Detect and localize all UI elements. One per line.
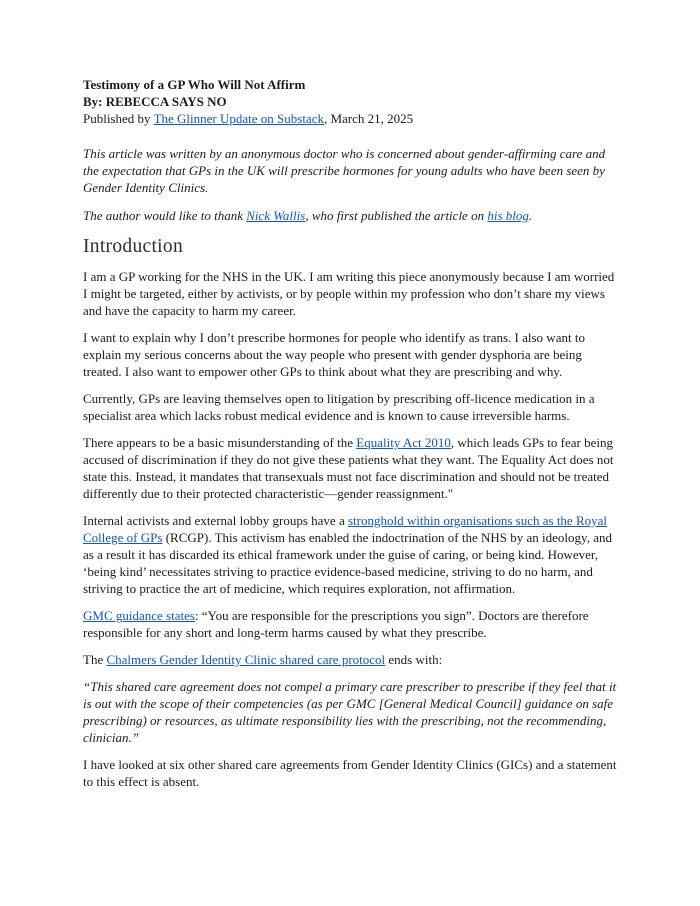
the-glinner-update-on-substack-link[interactable]: The Glinner Update on Substack (153, 111, 324, 126)
section-heading-introduction: Introduction (83, 236, 183, 257)
text-run: Published by (83, 111, 154, 126)
stronghold-within-organisations-such-as-the-roya-link[interactable]: stronghold within organisations such as the Royal College of GPs (83, 513, 608, 545)
text-run: This article was written by an anonymous doctor who is concerned about gender-affirming care and the expectation that GPs in the UK will prescribe hormones for young adults who have been seen by Gender Identity Clinics. (83, 146, 606, 195)
paragraph (83, 329, 620, 380)
editor-note (83, 145, 620, 224)
chalmers-gender-identity-clinic-shared-care-prot-link[interactable]: Chalmers Gender Identity Clinic shared care protocol (106, 652, 386, 667)
paragraph (83, 756, 620, 790)
text-run: The author would like to thank (83, 208, 247, 223)
text-run: ends with: (385, 652, 443, 667)
text-run: : “You are responsible for the prescriptions you sign”. Doctors are therefore responsible for any short and long-term harms caused by what they prescribe. (83, 608, 589, 640)
text-run: Internal activists and external lobby groups have a (83, 513, 348, 528)
paragraph (83, 434, 620, 502)
paragraph (83, 268, 620, 319)
text-run: The (83, 652, 107, 667)
article-byline: By: REBECCA SAYS NO (83, 94, 227, 109)
paragraph (83, 607, 620, 641)
text-run: , which leads GPs to fear being accused of discrimination if they do not give these patients what they want. The Equality Act does not state this. Instead, it mandates that transexuals must not face discrimination and should not be treated differently due to their protected characteristic—gender reassignment." (83, 435, 614, 501)
text-run: (RCGP). This activism has enabled the indoctrination of the NHS by an ideology, and as a result it has discarded its ethical framework under the guise of caring, or being kind. However, ‘being kind’ necessitates striving to practice evidence-based medicine, striving to do no harm, and striving to practice the art of medicine, which requires exploration, not affirmation. (83, 530, 612, 596)
document-content (83, 76, 620, 800)
paragraph (83, 512, 620, 597)
gmc-guidance-states-link[interactable]: GMC guidance states (83, 608, 195, 623)
article-published-line (83, 110, 620, 127)
paragraph (83, 390, 620, 424)
his-blog-link[interactable]: his blog (487, 208, 529, 223)
text-run: There appears to be a basic misunderstanding of the (83, 435, 357, 450)
italic-paragraph (83, 145, 620, 196)
text-run: I am a GP working for the NHS in the UK. I am writing this piece anonymously because I am worried I might be targeted, either by activists, or by people within my profession who don’t share my views and have the capacity to harm my career. (83, 269, 615, 318)
text-run: , who first published the article on (305, 208, 488, 223)
text-run: I have looked at six other shared care agreements from Gender Identity Clinics (GICs) and a statement to this effect is absent. (83, 757, 617, 789)
equality-act-2010-link[interactable]: Equality Act 2010 (356, 435, 451, 450)
article-title: Testimony of a GP Who Will Not Affirm (83, 77, 306, 92)
text-run: “This shared care agreement does not compel a primary care prescriber to prescribe if they feel that it is out with the scope of their competencies (as per GMC [General Medical Council] guidance on safe prescribing) or resources, as ultimate responsibility lies with the prescribing, not the recommending, clinician.” (83, 679, 617, 745)
text-run: I want to explain why I don’t prescribe hormones for people who identify as trans. I also want to explain my serious concerns about the way people who present with gender dysphoria are being treated. I also want to empower other GPs to think about what they are prescribing and why. (83, 330, 585, 379)
text-run: . (528, 208, 533, 223)
text-run: , March 21, 2025 (323, 111, 414, 126)
article-body (83, 268, 620, 790)
nick-wallis-link[interactable]: Nick Wallis (246, 208, 306, 223)
italic-paragraph (83, 678, 620, 746)
italic-paragraph (83, 207, 620, 224)
paragraph (83, 651, 620, 668)
text-run: Currently, GPs are leaving themselves open to litigation by prescribing off-licence medication in a specialist area which lacks robust medical evidence and is known to cause irreversible harms. (83, 391, 595, 423)
